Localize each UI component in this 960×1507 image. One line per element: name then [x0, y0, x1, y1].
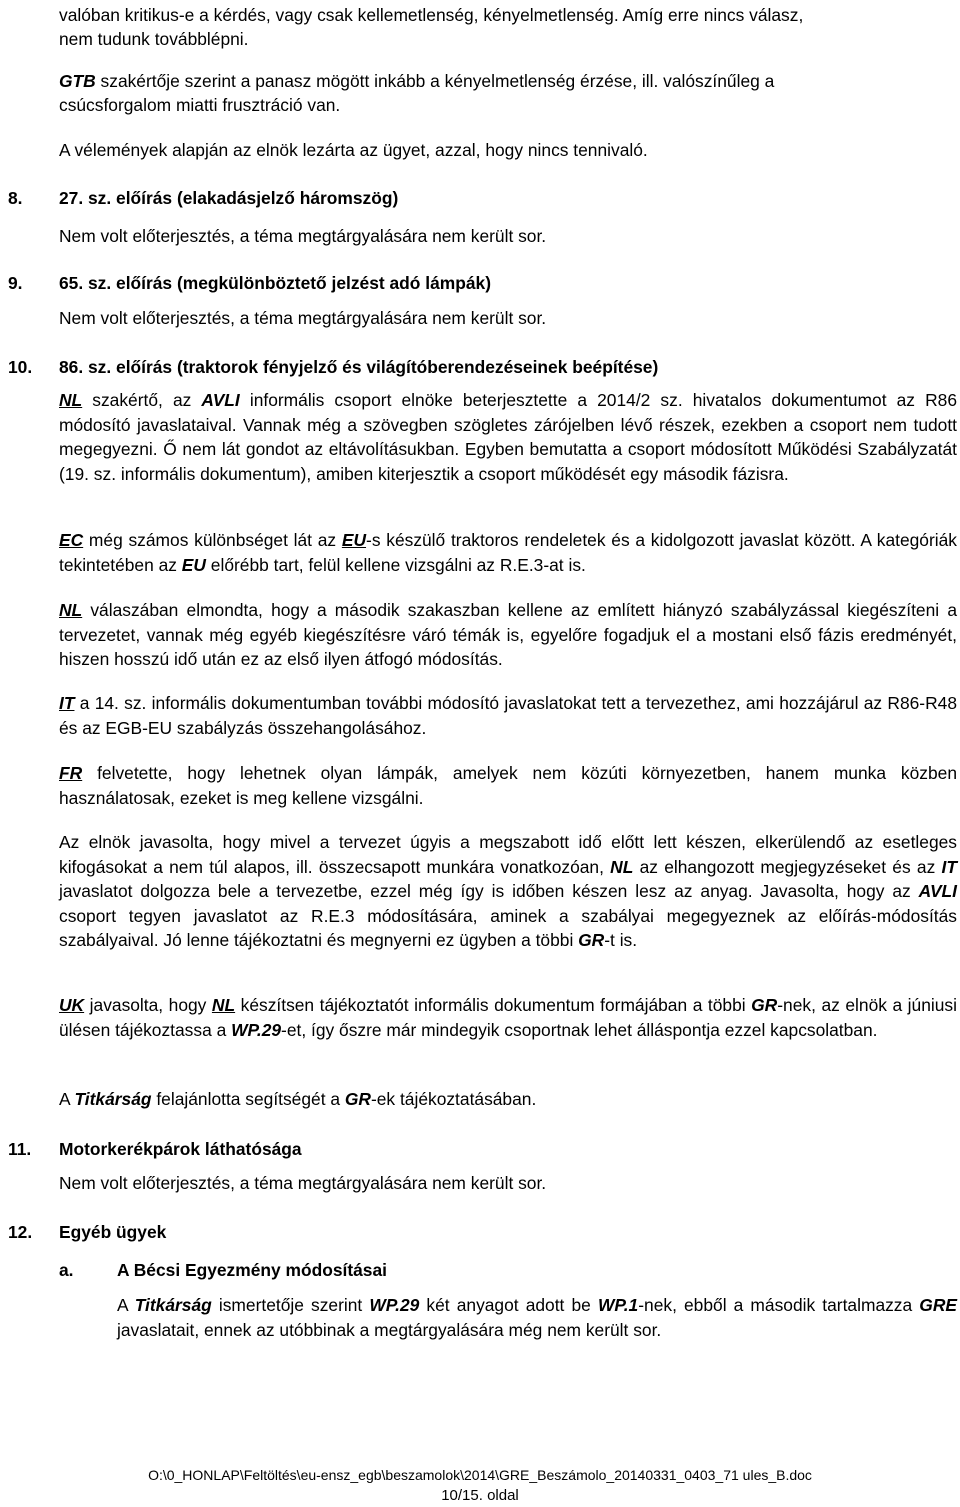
- item-11-body: Nem volt előterjesztés, a téma megtárgyalására nem került sor.: [59, 1173, 547, 1193]
- intro-paragraph-3: A vélemények alapján az elnök lezárta az ügyet, azzal, hogy nincs tennivaló.: [59, 140, 648, 160]
- item-8-title: 27. sz. előírás (elakadásjelző háromszög): [59, 188, 399, 208]
- item-9-number: 9.: [8, 273, 23, 293]
- item-12-sub-title: A Bécsi Egyezmény módosításai: [117, 1260, 387, 1280]
- item-10-paragraph-1: NL szakértő, az AVLI informális csoport elnöke beterjesztette a 2014/2 sz. hivatalos dokumentumot az R86 módosító javaslataival. Vannak még a szövegben szögletes zárójelben lévő részek, ezekben a csoport nem tudott megegyezni. Ő nem lát gondot az eltávolításukban. Egyben bemutatta a csoport módosított Működési Szabályzatát (19. sz. informális dokumentum), amiben kiterjesztik a csoport működését egy második fázisra.: [59, 390, 957, 484]
- item-11-number: 11.: [8, 1139, 32, 1159]
- gtb-abbrev: GTB: [59, 71, 96, 91]
- item-11-title: Motorkerékpárok láthatósága: [59, 1139, 302, 1159]
- item-10-paragraph-3: NL válaszában elmondta, hogy a második szakaszban kellene az említett hiányzó szabályzással kiegészíteni a tervezetet, vannak még egyéb kiegészítésre váró témák is, egyelőre fogadjuk el a mostani első fázis eredményét, hiszen hosszú idő után ez az első ilyen átfogó módosítás.: [59, 600, 957, 669]
- item-9-title: 65. sz. előírás (megkülönböztető jelzést adó lámpák): [59, 273, 491, 293]
- intro-paragraph-1-line-1: valóban kritikus-e a kérdés, vagy csak kellemetlenség, kényelmetlenség. Amíg erre nincs válasz,: [59, 5, 804, 25]
- item-10-paragraph-6: Az elnök javasolta, hogy mivel a tervezet úgyis a megszabott idő előtt lett készen, elkerülendő az esetleges kifogásokat a nem túl alapos, ill. összecsapott munkára vonatkozóan, NL az elhangozott megjegyzéseket és az IT javaslatot dolgozza bele a tervezetbe, ezzel még így is időben készen lesz az anyag. Javasolta, hogy az AVLI csoport tegyen javaslatot az R.E.3 módosítására, aminek a szabályai megegyeznek az előírás-módosítás szabályaival. Jó lenne tájékoztatni és megnyerni ez ügyben a többi GR-t is.: [59, 832, 957, 950]
- item-10-number: 10.: [8, 357, 33, 377]
- item-10-paragraph-5: FR felvetette, hogy lehetnek olyan lámpák, amelyek nem közúti környezetben, hanem munka közben használatosak, ezeket is meg kellene vizsgálni.: [59, 763, 957, 808]
- item-10-paragraph-8: A Titkárság felajánlotta segítségét a GR-ek tájékoztatásában.: [59, 1089, 537, 1109]
- item-10-title: 86. sz. előírás (traktorok fényjelző és világítóberendezéseinek beépítése): [59, 357, 659, 377]
- item-8-body: Nem volt előterjesztés, a téma megtárgyalására nem került sor.: [59, 226, 547, 246]
- item-9-body: Nem volt előterjesztés, a téma megtárgyalására nem került sor.: [59, 308, 547, 328]
- item-12-paragraph-1: A Titkárság ismertetője szerint WP.29 két anyagot adott be WP.1-nek, ebből a második tartalmazza GRE javaslatait, ennek az utóbbinak a megtárgyalására még nem került sor.: [117, 1295, 957, 1340]
- item-12-number: 12.: [8, 1222, 33, 1242]
- item-10-paragraph-7: UK javasolta, hogy NL készítsen tájékoztatót informális dokumentum formájában a többi GR-nek, az elnök a júniusi ülésen tájékoztassa a WP.29-et, így őszre már mindegyik csoportnak lehet álláspontja ezzel kapcsolatban.: [59, 995, 957, 1040]
- footer-page-number: 10/15. oldal: [441, 1487, 519, 1504]
- item-12-sub-letter: a.: [59, 1260, 74, 1280]
- item-10-paragraph-4: IT a 14. sz. informális dokumentumban további módosító javaslatokat tett a tervezethez, ami hozzájárul az R86-R48 és az EGB-EU szabályzás összehangolásához.: [59, 693, 957, 738]
- intro-paragraph-2-line-1: GTB szakértője szerint a panasz mögött inkább a kényelmetlenség érzése, ill. valószínűleg a: [59, 71, 775, 91]
- footer-file-path: O:\0_HONLAP\Feltöltés\eu-ensz_egb\beszamolok\2014\GRE_Beszámolo_20140331_0403_71 ules_B.doc: [148, 1467, 812, 1483]
- intro-paragraph-2-line-2: csúcsforgalom miatti frusztráció van.: [59, 95, 341, 115]
- item-10-paragraph-2: EC még számos különbséget lát az EU-s készülő traktoros rendeletek és a kidolgozott javaslat között. A kategóriák tekintetében az EU előrébb tart, felül kellene vizsgálni az R.E.3-at is.: [59, 530, 957, 575]
- item-8-number: 8.: [8, 188, 23, 208]
- intro-paragraph-1-line-2: nem tudunk továbblépni.: [59, 29, 249, 49]
- item-12-title: Egyéb ügyek: [59, 1222, 167, 1242]
